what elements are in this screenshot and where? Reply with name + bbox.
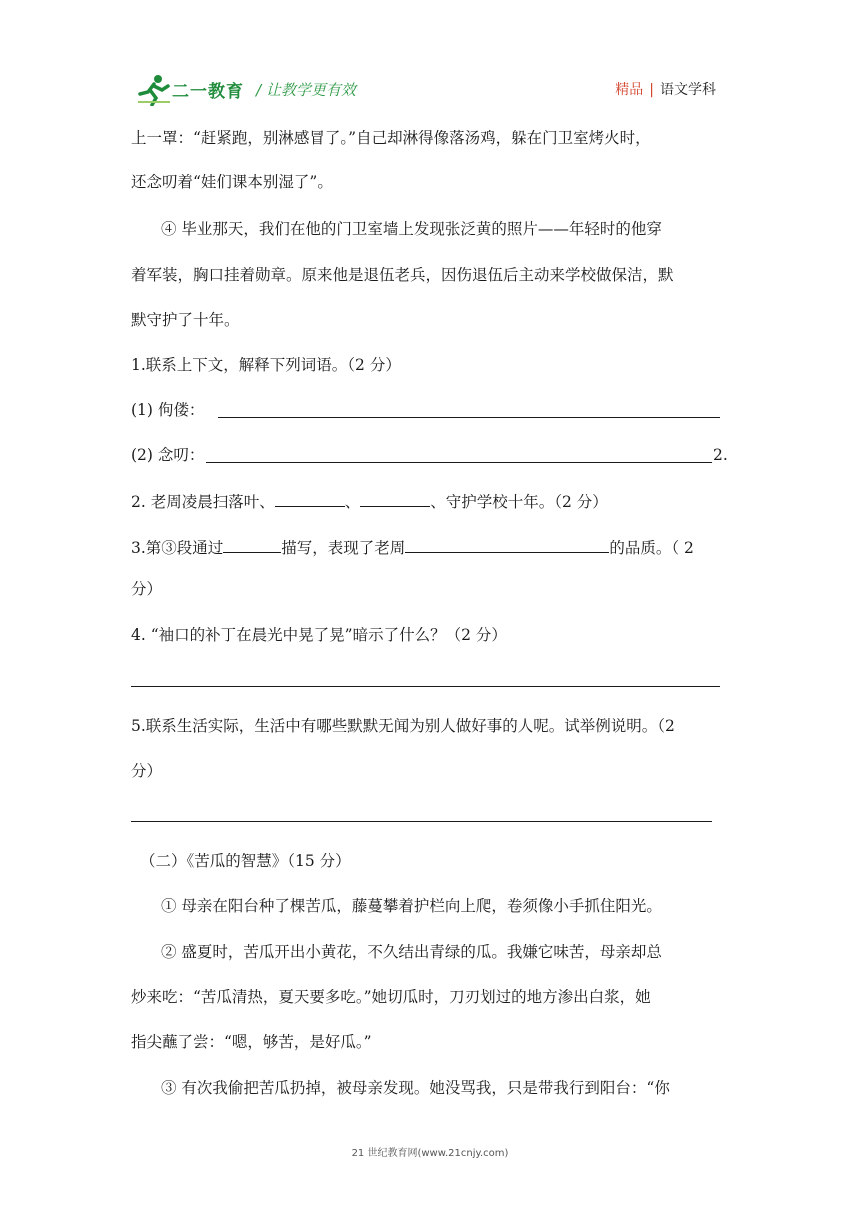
answer-line-1b[interactable]	[206, 461, 712, 463]
question-1b-label: (2) 念叨：	[131, 446, 205, 464]
passage-paragraph-4: ④ 毕业那天，我们在他的门卫室墙上发现张泛黄的照片——年轻时的他穿	[161, 220, 662, 238]
passage-line: 上一罩：“赶紧跑，别淋感冒了。”自己却淋得像落汤鸡，躲在门卫室烤火时，	[131, 129, 651, 147]
question-3-prefix: 3.第③段通过	[131, 539, 224, 557]
page-header	[136, 72, 716, 108]
passage-paragraph-2: ② 盛夏时，苦瓜开出小黄花，不久结出青绿的瓜。我嫌它味苦，母亲却总	[161, 943, 662, 961]
question-1b-tail: 2.	[713, 446, 728, 464]
logo	[136, 74, 254, 106]
answer-line-5[interactable]	[131, 820, 712, 822]
passage-line: 默守护了十年。	[131, 311, 240, 329]
answer-line-1a[interactable]	[218, 416, 720, 418]
passage-paragraph-3: ③ 有次我偷把苦瓜扔掉，被母亲发现。她没骂我，只是带我行到阳台：“你	[161, 1079, 670, 1097]
slogan: / 让教学更有效	[256, 81, 356, 99]
question-5: 5.联系生活实际，生活中有哪些默默无闻为别人做好事的人呢。试举例说明。（2	[131, 717, 675, 735]
question-3	[131, 536, 731, 558]
question-4: 4. “袖口的补丁在晨光中晃了晃”暗示了什么？（2 分）	[131, 626, 507, 644]
passage-line: 着军装，胸口挂着勋章。原来他是退伍老兵，因伤退伍后主动来学校做保洁，默	[131, 266, 674, 284]
answer-blank-3b[interactable]	[405, 536, 609, 553]
answer-line-4[interactable]	[131, 685, 720, 687]
passage-line: 还念叨着“娃们课本别湿了”。	[131, 173, 333, 191]
passage-line: 炒来吃：“苦瓜清热，夏天要多吃。”她切瓜时，刀刃划过的地方渗出白浆，她	[131, 988, 651, 1006]
question-3-suffix: 的品质。（ 2	[609, 539, 694, 557]
question-2	[131, 490, 731, 512]
subject-name: 语文学科	[660, 82, 716, 98]
question-2-separator: 、	[344, 493, 361, 511]
question-5-continued: 分）	[131, 762, 163, 780]
question-3-continued: 分）	[131, 580, 163, 598]
section-title: （二）《苦瓜的智慧》（15 分）	[140, 852, 351, 870]
running-figure-icon	[136, 74, 172, 106]
quality-tag: 精品	[615, 82, 644, 98]
question-2-prefix: 2. 老周凌晨扫落叶、	[131, 493, 275, 511]
passage-paragraph-1: ① 母亲在阳台种了棵苦瓜，藤蔓攀着护栏向上爬，卷须像小手抓住阳光。	[161, 897, 662, 915]
subject-label	[615, 79, 716, 99]
question-2-suffix: 、守护学校十年。（2 分）	[430, 493, 608, 511]
question-3-middle: 描写，表现了老周	[281, 539, 406, 557]
passage-line: 指尖蘸了尝：“嗯，够苦，是好瓜。”	[131, 1033, 372, 1051]
question-1: 1.联系上下文，解释下列词语。（2 分）	[131, 356, 401, 374]
divider: |	[649, 82, 654, 98]
answer-blank-3a[interactable]	[223, 536, 281, 553]
logo-text: 二一教育	[172, 82, 244, 102]
answer-blank-2b[interactable]	[360, 490, 430, 507]
answer-blank-2a[interactable]	[275, 490, 345, 507]
question-1a-label: (1) 佝偻：	[131, 401, 205, 419]
page-footer: 21 世纪教育网(www.21cnjy.com)	[351, 1148, 509, 1159]
